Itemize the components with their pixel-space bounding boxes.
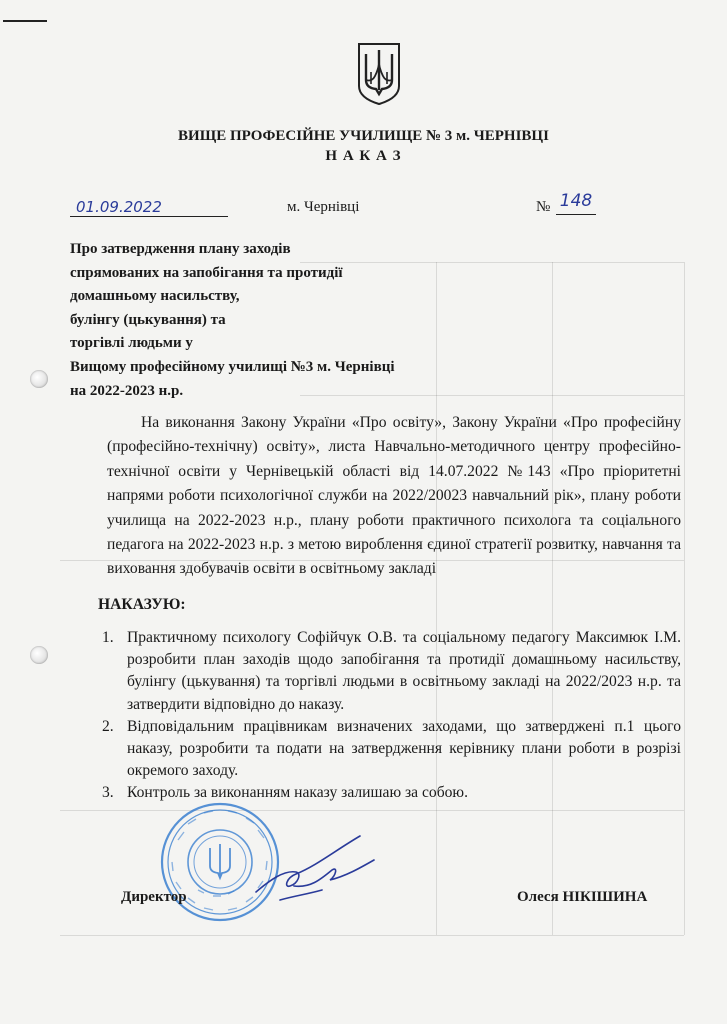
subject-line: Вищому професійному училищі №3 м. Чернівці bbox=[70, 358, 395, 375]
punch-hole bbox=[30, 370, 48, 388]
signatory-name: Олеся НІКІШИНА bbox=[517, 889, 648, 905]
bleed-through-rule bbox=[60, 935, 684, 936]
institution-title: ВИЩЕ ПРОФЕСІЙНЕ УЧИЛИЩЕ № 3 м. ЧЕРНІВЦІ bbox=[178, 128, 549, 144]
bleed-through-rule bbox=[684, 262, 685, 935]
bleed-through-rule bbox=[552, 262, 553, 935]
trident-emblem-icon bbox=[356, 42, 402, 106]
subject-line: домашньому насильству, bbox=[70, 288, 240, 305]
order-item-number: 1. bbox=[102, 629, 114, 646]
signatory-title: Директор bbox=[121, 889, 187, 905]
subject-line: Про затвердження плану заходів bbox=[70, 241, 291, 257]
order-heading: НАКАЗУЮ: bbox=[98, 596, 186, 613]
document-type-title: Н А К А З bbox=[325, 148, 402, 164]
subject-line: торгівлі людьми у bbox=[70, 335, 193, 352]
subject-line: булінгу (цькування) та bbox=[70, 311, 226, 328]
director-signature-icon bbox=[250, 830, 380, 910]
scan-edge-mark bbox=[3, 20, 47, 22]
order-items-list bbox=[102, 627, 681, 805]
order-item-text: Відповідальним працівникам визначених заходами, що затверджені п.1 цього наказу, розробити та подати на затвердження керівнику плани роботи в розрізі окремого заходу. bbox=[127, 717, 681, 780]
order-item bbox=[102, 716, 681, 783]
order-number: 148 bbox=[556, 190, 596, 215]
order-item bbox=[102, 627, 681, 716]
subject-line: спрямованих на запобігання та протидії bbox=[70, 264, 343, 281]
order-number-label: № bbox=[536, 199, 551, 215]
order-city: м. Чернівці bbox=[287, 199, 360, 215]
subject-line: на 2022-2023 н.р. bbox=[70, 382, 184, 399]
order-item-number: 3. bbox=[102, 784, 114, 802]
order-subject bbox=[70, 238, 470, 403]
order-item-text: Практичному психологу Софійчук О.В. та соціальному педагогу Максимюк І.М. розробити план заходів щодо запобігання та протидії домашньому насильству, булінгу (цькування) та торгівлі людьми в освітньому закладі на 2022/2023 н.р. та затвердити відповідно до наказу. bbox=[127, 629, 681, 713]
order-item-text: Контроль за виконанням наказу залишаю за собою. bbox=[127, 784, 468, 802]
order-date: 01.09.2022 bbox=[70, 198, 228, 217]
order-item-number: 2. bbox=[102, 717, 114, 735]
punch-hole bbox=[30, 646, 48, 664]
bleed-through-rule bbox=[60, 810, 684, 811]
preamble-paragraph: На виконання Закону України «Про освіту», Закону України «Про професійну (професійно-технічну) освіту», листа Навчально-методичного центру професійно-технічної освіти у Чернівецькій області від 14.07.2022 №143 «Про пріоритетні напрями роботи психологічної служби на 2022/20023 навчальний рік», плану роботи училища на 2022-2023 н.р., плану роботи практичного психолога та соціального педагога на 2022-2023 н.р. з метою вироблення єдиної стратегії розвитку, навчання та виховання здобувачів освіти в освітньому закладі bbox=[107, 414, 681, 578]
